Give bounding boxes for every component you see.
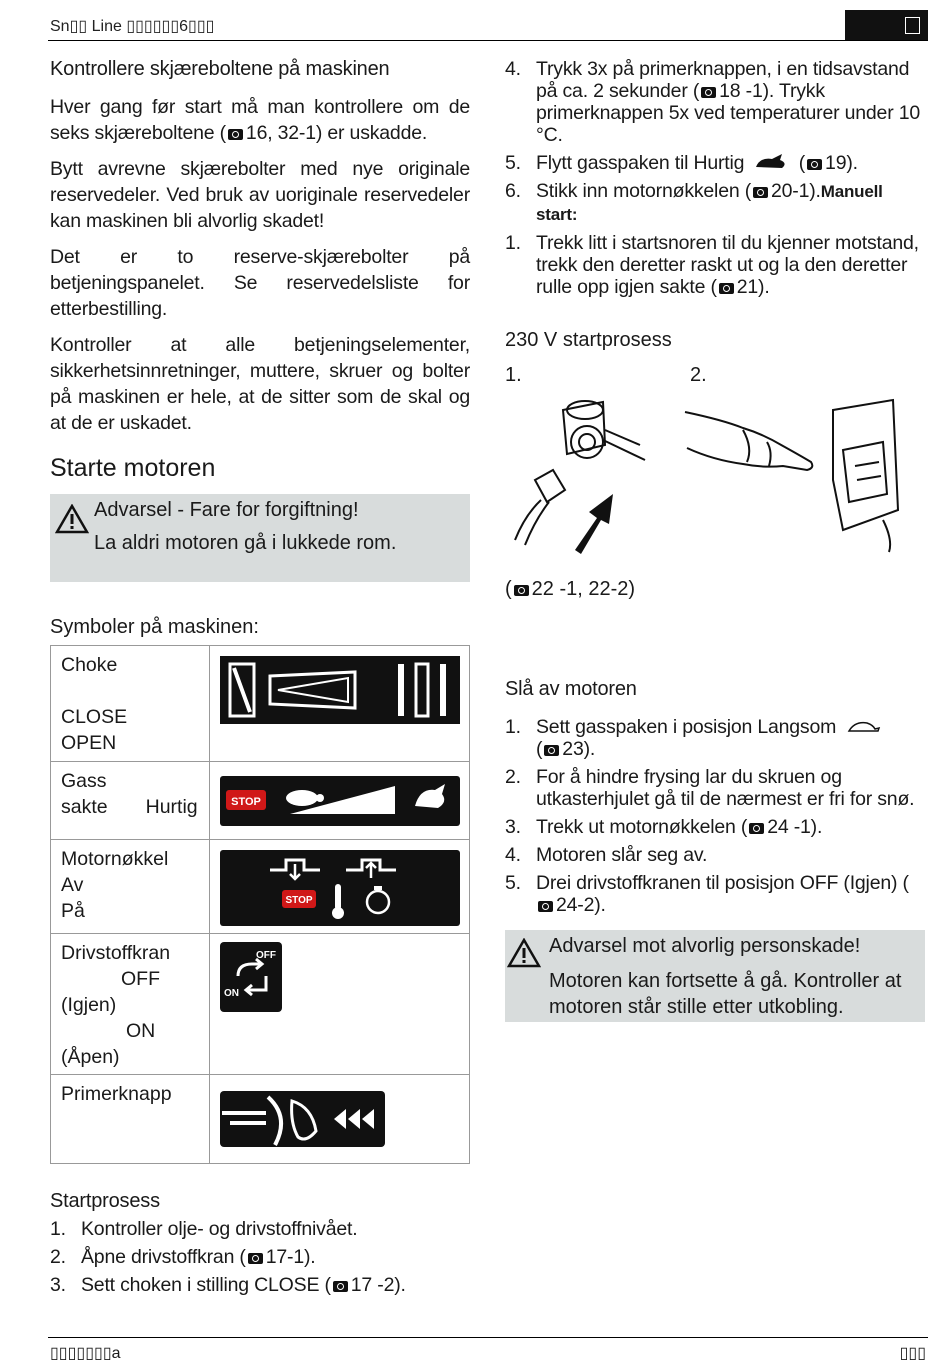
symbol-row-choke [51, 646, 470, 762]
warning-poison-text: La aldri motoren gå i lukkede rom. [94, 532, 397, 554]
list-item: 3. Sett choken i stilling CLOSE ( 17 -2). [50, 1274, 406, 1296]
list-item: 5. Flytt gasspaken til Hurtig ( 19). [505, 152, 858, 174]
symbol-row-primer [51, 1075, 470, 1164]
list-item: 1. Sett gasspaken i posisjon Langsom ( 23). [505, 716, 925, 760]
startprosess-section [50, 1188, 470, 1302]
fuel-on-mark: ON [224, 988, 239, 999]
list-item: 2. Åpne drivstoffkran ( 17-1). [50, 1246, 316, 1268]
hare-icon [754, 153, 790, 171]
list-item: 4. Motoren slår seg av. [505, 844, 708, 866]
check-heading: Kontrollere skjæreboltene på maskinen [50, 58, 390, 80]
list-item: 1. Trekk litt i startsnoren til du kjenner motstand, trekk den deretter raskt ut og la den deretter rulle opp igjen sakte ( 21). [505, 232, 919, 298]
header-rule [48, 40, 928, 41]
label-open: OPEN [61, 732, 117, 754]
warning-injury-text: Motoren kan fortsette å gå. Kontroller at motoren står stille etter utkobling. [549, 970, 902, 1018]
manual-start-list [505, 232, 925, 298]
camera-icon [807, 159, 822, 170]
list-item: 1. Kontroller olje- og drivstoffnivået. [50, 1218, 358, 1240]
stop-badge-key: STOP [285, 895, 313, 906]
manual-start-label: Manuell start: [536, 182, 883, 224]
label-primer: Primerknapp [61, 1083, 172, 1105]
paragraph-spare: Det er to reserve-skjærebolter på betjeningspanelet. Se reservedelsliste for etterbestilling. [50, 246, 470, 320]
warning-injury [505, 930, 925, 1022]
label-apen: (Åpen) [61, 1046, 120, 1068]
right-column-top [505, 58, 925, 304]
footer-rule [48, 1337, 928, 1338]
turtle-icon [845, 719, 881, 735]
figure-number-1: 1. [505, 364, 522, 386]
camera-icon [228, 129, 243, 140]
symbol-row-key [51, 840, 470, 934]
figure-number-2: 2. [690, 364, 707, 386]
warning-icon [55, 504, 89, 534]
symbol-row-fuel [51, 934, 470, 1075]
label-key: Motornøkkel [61, 848, 169, 870]
throttle-symbol-icon [220, 776, 460, 826]
startprosess-heading: Startprosess [50, 1190, 160, 1212]
fuel-off-mark: OFF [256, 950, 276, 961]
label-fuel: Drivstoffkran [61, 942, 171, 964]
label-choke: Choke [61, 654, 118, 676]
start-heading: Starte motoren [50, 454, 216, 482]
startprosess-list [50, 1218, 470, 1296]
paragraph-check: Hver gang før start må man kontrollere om de seks skjæreboltene ( 16, 32-1) er uskadde. [50, 96, 470, 144]
camera-icon [753, 187, 768, 198]
paragraph-controls: Kontroller at alle betjeningselementer, sikkerhetsinnretninger, muttere, skruer og bolter på maskinen er hele, at de sitter som de skal og at de er uskadet. [50, 334, 470, 434]
list-item: 2. For å hindre frysing lar du skruen og utkasterhjulet gå til de nærmest er fri for snø. [505, 766, 915, 810]
hand-button-figure [683, 390, 905, 555]
symbols-table [50, 645, 470, 1164]
symbols-heading: Symboler på maskinen: [50, 616, 259, 638]
figure-reference: ( 22 -1, 22-2) [505, 578, 636, 600]
v230-heading: 230 V startprosess [505, 329, 672, 351]
warning-icon [507, 938, 541, 968]
list-item: 6. Stikk inn motornøkkelen ( 20-1).Manuell start: [505, 180, 883, 224]
tab-square-icon [905, 17, 920, 34]
footer-left: ▯▯▯▯▯▯▯a [50, 1345, 121, 1362]
choke-symbol-icon [220, 656, 460, 724]
right-column-stop [505, 676, 925, 922]
camera-icon [544, 745, 559, 756]
header-title: Sn▯▯ Line ▯▯▯▯▯▯6▯▯▯ [50, 18, 215, 35]
camera-icon [701, 87, 716, 98]
plug-socket-figure [505, 390, 655, 555]
engine-key-symbol-icon [220, 850, 460, 926]
label-throttle-range: sakte Hurtig [61, 796, 198, 818]
stop-heading: Slå av motoren [505, 678, 637, 700]
fuel-tap-symbol-icon [220, 942, 282, 1012]
left-column [50, 56, 470, 446]
camera-icon [538, 901, 553, 912]
list-item: 4. Trykk 3x på primerknappen, i en tidsavstand på ca. 2 sekunder ( 18 -1). Trykk primerknappen 5x ved temperaturer under 10 °C. [505, 58, 920, 146]
camera-icon [719, 283, 734, 294]
list-item: 5. Drei drivstoffkranen til posisjon OFF (Igjen) (24-2). [505, 872, 909, 916]
label-on: ON [126, 1020, 156, 1042]
primer-symbol-icon [220, 1087, 390, 1149]
stop-badge-throttle: STOP [231, 796, 261, 808]
camera-icon [749, 823, 764, 834]
camera-icon [248, 1253, 263, 1264]
list-item: 3. Trekk ut motornøkkelen ( 24 -1). [505, 816, 823, 838]
warning-poison [50, 494, 470, 582]
warning-poison-title: Advarsel - Fare for forgiftning! [94, 499, 359, 521]
symbol-row-throttle [51, 762, 470, 840]
label-off: OFF [121, 968, 160, 990]
warning-injury-title: Advarsel mot alvorlig personskade! [549, 935, 861, 957]
label-gass: Gass [61, 770, 107, 792]
label-igjen: (Igjen) [61, 994, 117, 1016]
camera-icon [514, 585, 529, 596]
paragraph-replace: Bytt avrevne skjærebolter med nye originale reservedeler. Ved bruk av uoriginale reservedeler kan maskinen bli alvorlig skadet! [50, 158, 470, 232]
start-steps-list [505, 58, 925, 226]
label-av: Av [61, 874, 84, 896]
header-page-tab [845, 10, 928, 40]
label-paa: På [61, 900, 85, 922]
camera-icon [333, 1281, 348, 1292]
footer-page-number: ▯▯▯ [899, 1345, 926, 1362]
stop-steps-list [505, 716, 925, 916]
label-close: CLOSE [61, 706, 128, 728]
